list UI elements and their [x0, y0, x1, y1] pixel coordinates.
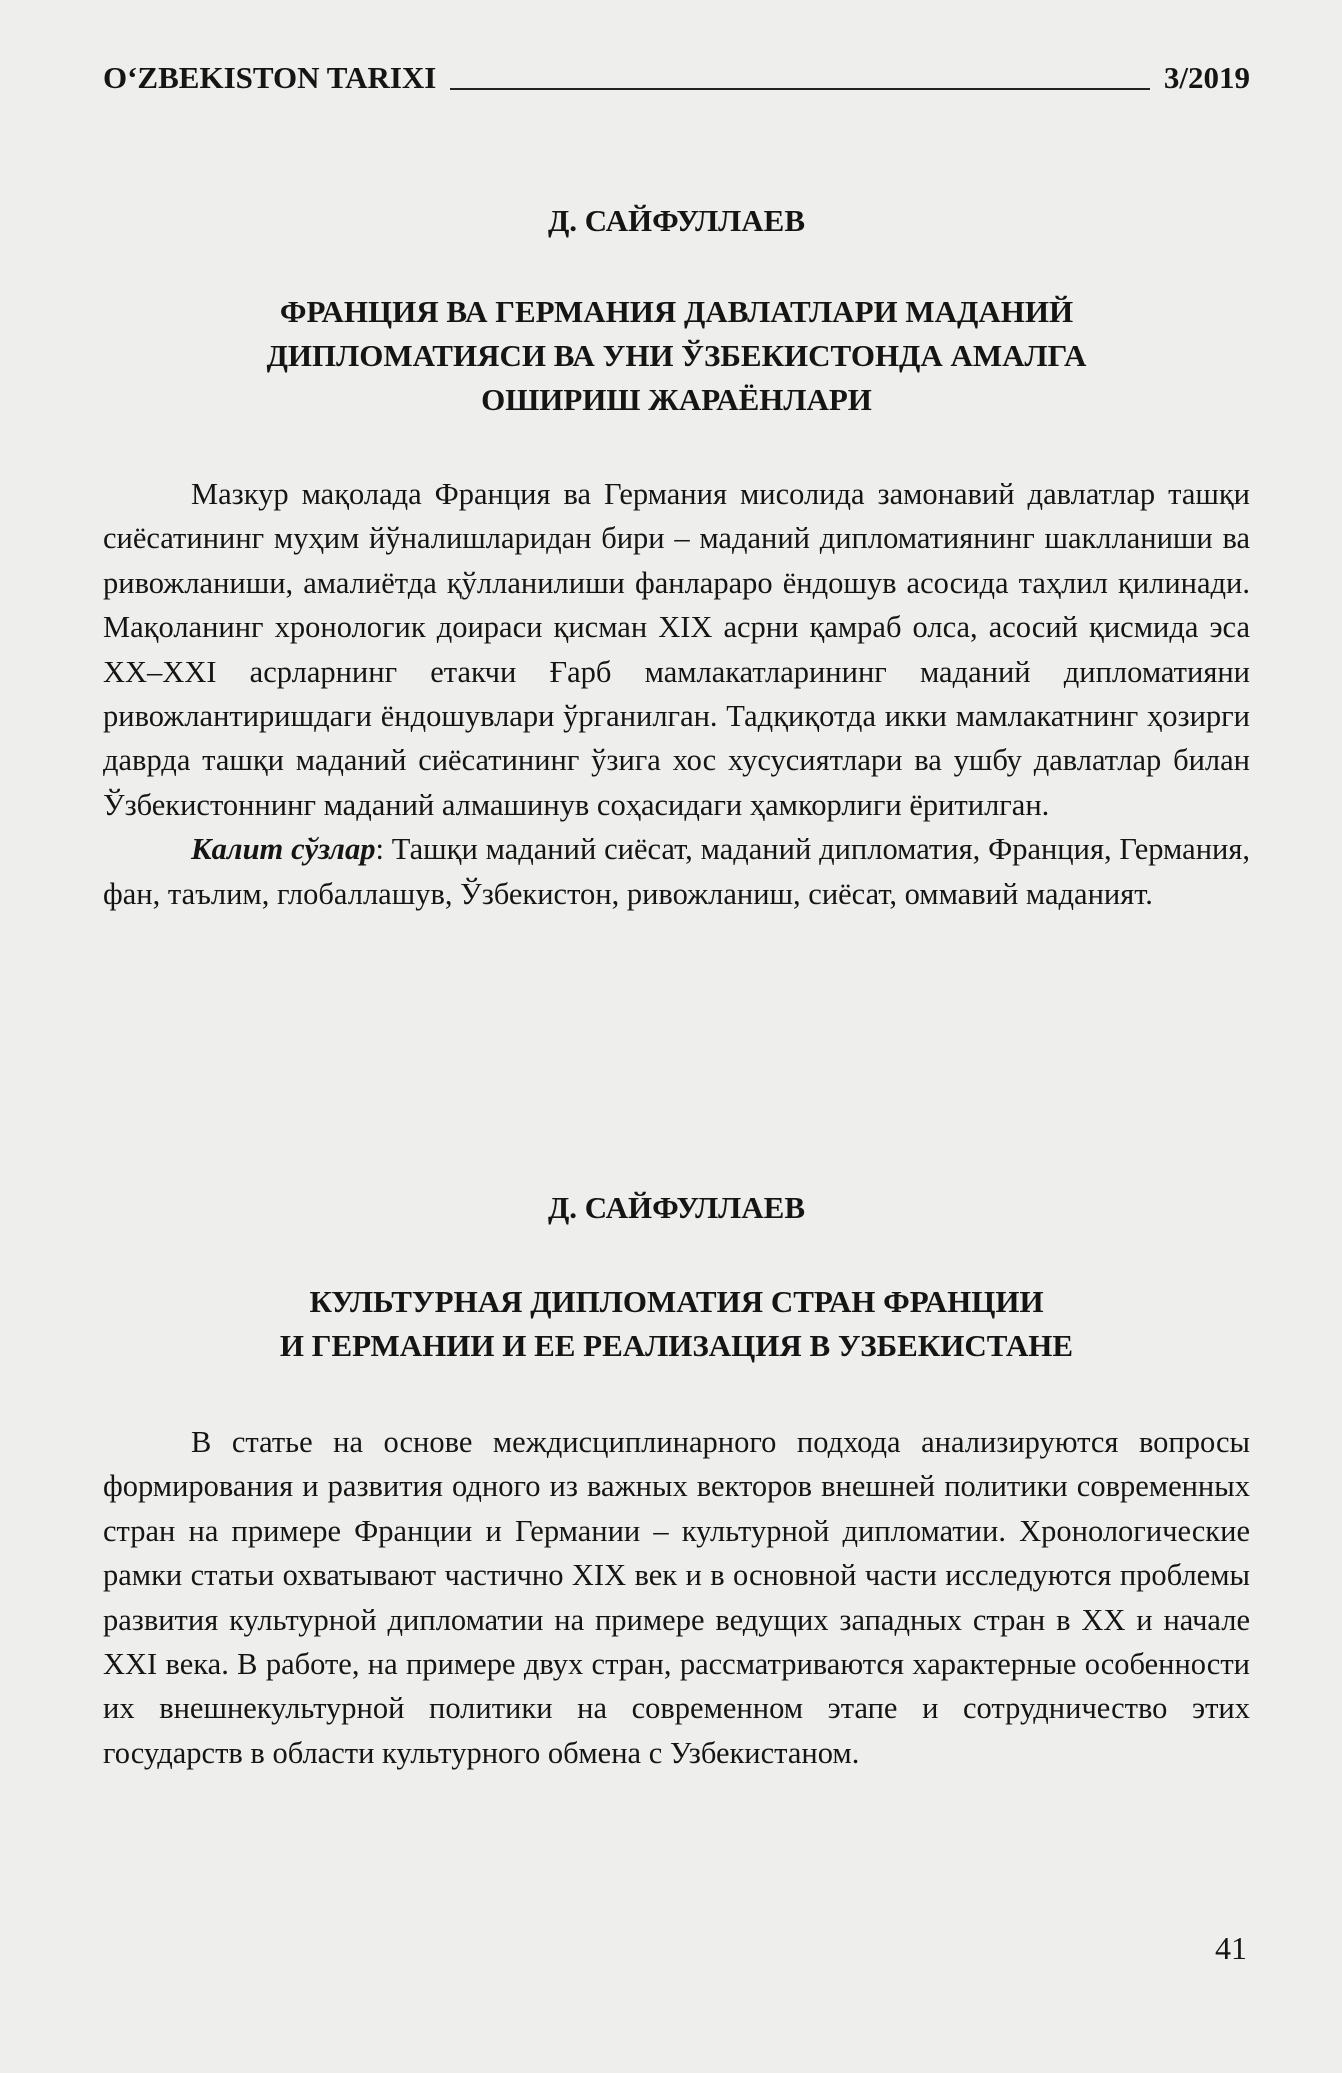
keywords-uz [103, 827, 1250, 916]
title-uz-line: ФРАНЦИЯ ВА ГЕРМАНИЯ ДАВЛАТЛАРИ МАДАНИЙ [279, 294, 1074, 329]
keywords-list: : Ташқи маданий сиёсат, маданий дипломатия, Франция, Германия, фан, таълим, глобаллашув, Ўзбекистон, ривожланиш, сиёсат, оммавий маданият. [103, 832, 1250, 911]
running-header [103, 50, 1250, 96]
header-rule [450, 88, 1150, 90]
issue-number: 3/2019 [1163, 60, 1250, 95]
abstract-uz-text: Мазкур мақолада Франция ва Германия мисолида замонавий давлатлар ташқи сиёсатининг муҳим йўналишларидан бири – маданий дипломатиянинг шаклланиши ва ривожланиши, амалиётда қўлланилиши фанлараро ёндошув асосида таҳлил қилинади. Мақоланинг хронологик доираси қисман XIX асрни қамраб олса, асосий қисмида эса XX–XXI асрларнинг етакчи Ғарб мамлакатларининг маданий дипломатияни ривожлантиришдаги ёндошувлари ўрганилган. Тадқиқотда икки мамлакатнинг ҳозирги даврда ташқи маданий сиёсатининг ўзига хос хусусиятлари ва ушбу давлатлар билан Ўзбекистоннинг маданий алмашинув соҳасидаги ҳамкорлиги ёритилган. [103, 477, 1250, 822]
keywords-label: Калит сўзлар [191, 832, 376, 867]
title-ru-line: КУЛЬТУРНАЯ ДИПЛОМАТИЯ СТРАН ФРАНЦИИ [309, 1284, 1044, 1319]
title-ru [103, 1280, 1250, 1368]
author-ru: Д. САЙФУЛЛАЕВ [547, 1190, 806, 1225]
abstract-uz [103, 472, 1250, 916]
title-uz-line: ДИПЛОМАТИЯСИ ВА УНИ ЎЗБЕКИСТОНДА АМАЛГА [266, 338, 1087, 373]
journal-title: O‘ZBEKISTON TARIXI [103, 60, 437, 95]
title-uz-line: ОШИРИШ ЖАРАЁНЛАРИ [481, 382, 872, 417]
page-number: 41 [1215, 1930, 1247, 1966]
abstract-ru [103, 1420, 1250, 1775]
abstract-ru-text: В статье на основе междисциплинарного подхода анализируются вопросы формирования и развития одного из важных векторов внешней политики современных стран на примере Франции и Германии – культурной дипломатии. Хронологические рамки статьи охватывают частично XIX век и в основной части исследуются проблемы развития культурной дипломатии на примере ведущих западных стран в XX и начале XXI века. В работе, на примере двух стран, рассматриваются характерные особенности их внешнекультурной политики на современном этапе и сотрудничество этих государств в области культурного обмена с Узбекистаном. [103, 1425, 1250, 1770]
title-uz [103, 290, 1250, 422]
author-uz: Д. САЙФУЛЛАЕВ [547, 203, 806, 238]
title-ru-line: И ГЕРМАНИИ И ЕЕ РЕАЛИЗАЦИЯ В УЗБЕКИСТАНЕ [279, 1328, 1074, 1363]
